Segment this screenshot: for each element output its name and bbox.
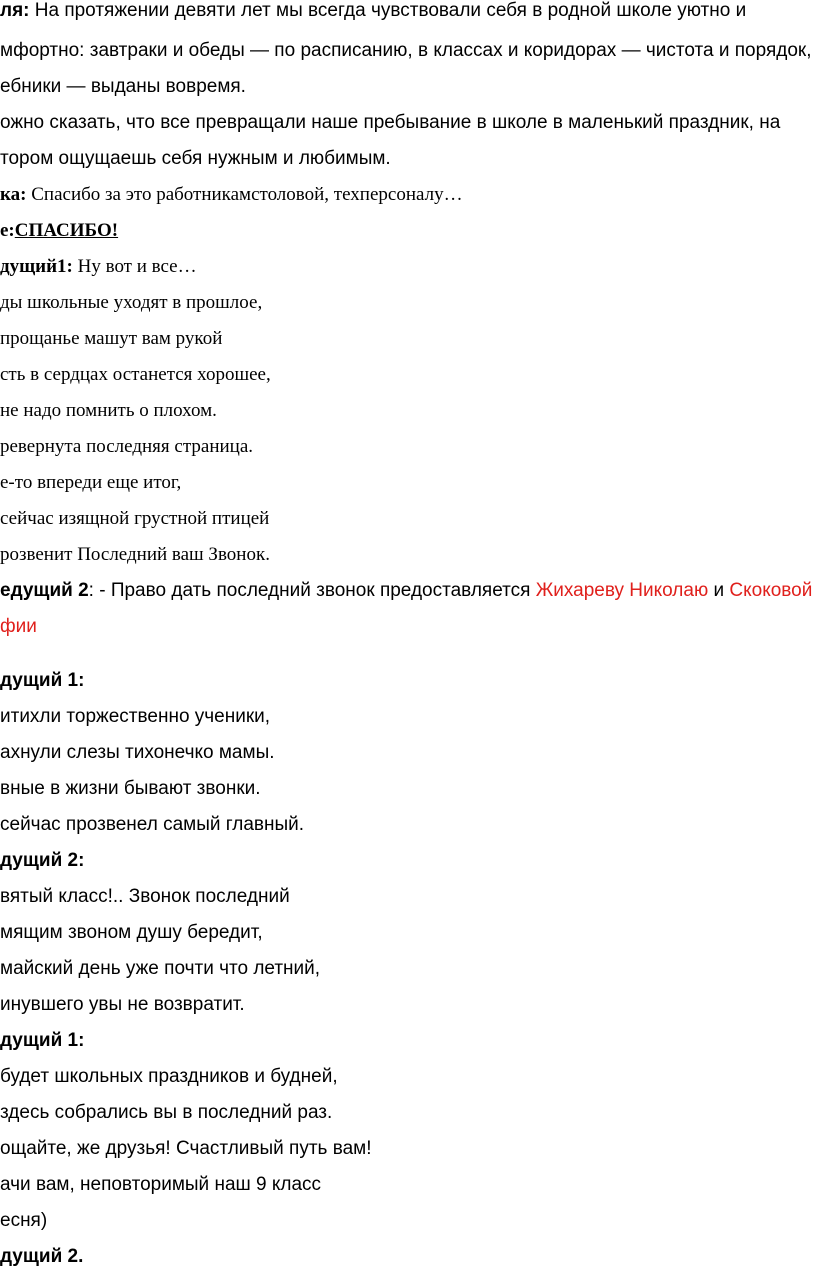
thanks-text: СПАСИБО! — [14, 220, 119, 241]
line-text: Ну вот и все… — [72, 256, 197, 277]
poem-line: не надо помнить о плохом. — [0, 400, 217, 421]
poem-line: мящим звоном душу бередит, — [0, 922, 263, 943]
paragraph-line — [0, 184, 463, 206]
student-name-continued: фии — [0, 616, 37, 637]
line-text: Спасибо за это работникамстоловой, техперсоналу… — [26, 184, 463, 205]
poem-line: прощанье машут вам рукой — [0, 328, 223, 349]
poem-line: сейчас прозвенел самый главный. — [0, 814, 305, 835]
paragraph-line: ебники — выданы вовремя. — [0, 76, 246, 97]
speaker-label: е: — [0, 220, 15, 241]
line-text: На протяжении девяти лет мы всегда чувствовали себя в родной школе уютно и — [29, 0, 747, 21]
speaker-label: едущий 2 — [0, 580, 89, 601]
speaker-label: дущий 2: — [0, 850, 85, 871]
poem-line: ачи вам, неповторимый наш 9 класс — [0, 1174, 322, 1195]
student-name: Жихареву Николаю — [535, 580, 709, 601]
line-text: : - Право дать последний звонок предоставляется — [88, 580, 536, 601]
poem-line: ахнули слезы тихонечко мамы. — [0, 742, 275, 763]
poem-line: сейчас изящной грустной птицей — [0, 508, 270, 529]
paragraph-line — [0, 0, 746, 22]
poem-line: будет школьных праздников и будней, — [0, 1066, 338, 1087]
poem-line: здесь собрались вы в последний раз. — [0, 1102, 333, 1123]
paragraph-line — [0, 256, 197, 278]
paragraph-line: мфортно: завтраки и обеды — по расписанию, в классах и коридорах — чистота и порядок, — [0, 40, 812, 61]
poem-line: ды школьные уходят в прошлое, — [0, 292, 263, 313]
poem-line: инувшего увы не возвратит. — [0, 994, 245, 1015]
poem-line: сть в сердцах останется хорошее, — [0, 364, 271, 385]
poem-line: розвенит Последний ваш Звонок. — [0, 544, 270, 565]
speaker-label: дущий 1: — [0, 1030, 85, 1051]
line-text: и — [708, 580, 730, 601]
poem-line: ощайте, же друзья! Счастливый путь вам! — [0, 1138, 372, 1159]
poem-line: вные в жизни бывают звонки. — [0, 778, 261, 799]
speaker-label: дущий 2. — [0, 1246, 84, 1267]
speaker-label: дущий1: — [0, 256, 73, 277]
paragraph-line: ожно сказать, что все превращали наше пребывание в школе в маленький праздник, на — [0, 112, 781, 133]
paragraph-line — [0, 580, 812, 602]
poem-line: майский день уже почти что летний, — [0, 958, 321, 979]
poem-line: е-то впереди еще итог, — [0, 472, 182, 493]
speaker-label: ля: — [0, 0, 30, 21]
speaker-label: ка: — [0, 184, 27, 205]
paragraph-line — [0, 220, 118, 242]
speaker-label: дущий 1: — [0, 670, 85, 691]
poem-line: итихли торжественно ученики, — [0, 706, 271, 727]
poem-line: вятый класс!.. Звонок последний — [0, 886, 290, 907]
student-name: Скоковой — [729, 580, 813, 601]
paragraph-line: тором ощущаешь себя нужным и любимым. — [0, 148, 391, 169]
poem-line: ревернута последняя страница. — [0, 436, 254, 457]
stage-note: есня) — [0, 1210, 48, 1231]
